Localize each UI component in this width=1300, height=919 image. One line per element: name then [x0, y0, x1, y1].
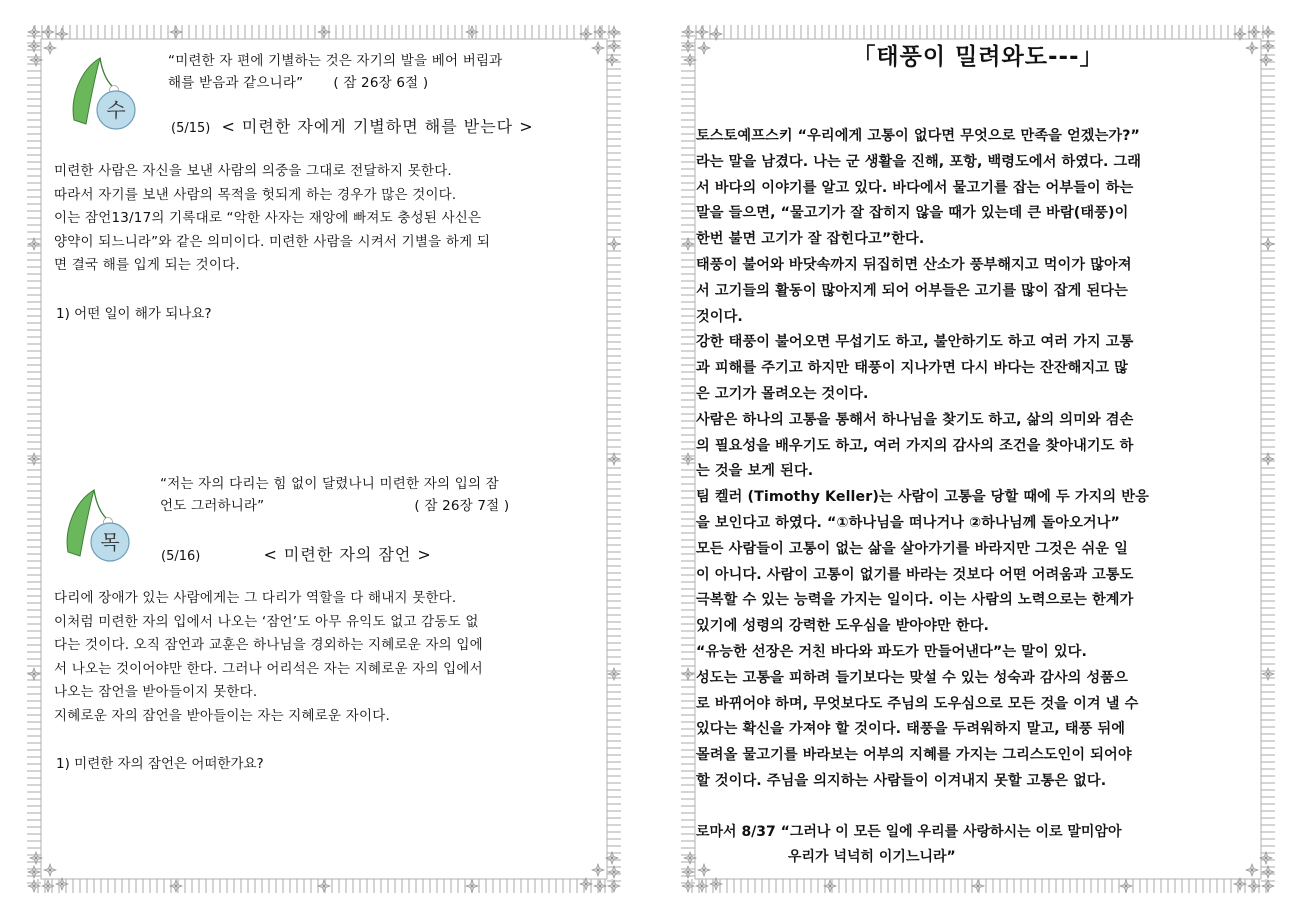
date-label: (5/16)	[161, 549, 201, 564]
right-page	[680, 24, 1276, 894]
section-body: 다리에 장애가 있는 사람에게는 그 다리가 역할을 다 해내지 못한다. 이처럼 미련한 자의 입에서 나오는 ‘잠언’도 아무 유익도 없고 감동도 없 다는 것이다. 오직 잠언과 교훈은 하나님을 경외하는 지혜로운 자의 입에 서 나오는 것이어야만 한다. 그러나 어리석은 자는 지혜로운 자의 입에서 나오는 잠언을 받아들이지 못한다. 지혜로운 자의 잠언을 받아들이는 자는 지혜로운 자이다.	[54, 590, 483, 724]
section-headline: < 미련한 자의 잠언 >	[263, 545, 432, 564]
wednesday-lily-icon	[66, 50, 146, 136]
page-title: 「태풍이 밀려와도---」	[852, 44, 1104, 70]
closing-verse: 로마서 8/37 “그러나 이 모든 일에 우리를 사랑하시는 이로 말미암아 우리가 넉넉히 이기느니라”	[696, 824, 1122, 865]
essay-body: 토스토예프스키 “우리에게 고통이 없다면 무엇으로 만족을 얻겠는가?” 라는 말을 남겼다. 나는 군 생활을 진해, 포항, 백령도에서 하였다. 그래 서 바다의 이야기를 알고 있다. 바다에서 물고기를 잡는 어부들이 하는 말을 들으면, “물고기가 잘 잡히지 않을 때가 있는데 큰 바람(태풍)이 한번 불면 고기가 잘 잡힌다고”한다. 태풍이 불어와 바닷속까지 뒤집히면 산소가 풍부해지고 먹이가 많아져 서 고기들의 활동이 많아지게 되어 어부들은 고기를 많이 잡게 된다는 것이다. 강한 태풍이 불어오면 무섭기도 하고, 불안하기도 하고 여러 가지 고통 과 피해를 주기고 하지만 태풍이 지나가면 다시 바다는 잔잔해지고 많 은 고기가 몰려오는 것이다. 사람은 하나의 고통을 통해서 하나님을 찾기도 하고, 삶의 의미와 겸손 의 필요성을 배우기도 하고, 여러 가지의 감사의 조건을 찾아내기도 하 는 것을 보게 된다. 팀 켈러 (Timothy Keller)는 사람이 고통을 당할 때에 두 가지의 반응 을 보인다고 하였다. “①하나님을 떠나거나 ②하나님께 돌아오거나” 모든 사람들이 고통이 없는 삶을 살아가기를 바라지만 그것은 쉬운 일 이 아니다. 사람이 고통이 없기를 바라는 것보다 어떤 어려움과 고통도 극복할 수 있는 능력을 가지는 일이다. 이는 사람의 노력으로는 한계가 있기에 성령의 강력한 도우심을 받아야만 한다. “유능한 선장은 거친 바다와 파도가 만들어낸다”는 말이 있다. 성도는 고통을 피하려 들기보다는 맞설 수 있는 성숙과 감사의 성품으 로 바뀌어야 하며, 무엇보다도 주님의 도우심으로 모든 것을 이겨 낼 수 있다는 확신을 가져야 할 것이다. 태풍을 두려워하지 말고, 태풍 뒤에 몰려올 물고기를 바라보는 어부의 지혜를 가지는 그리스도인이 되어야 할 것이다. 주님을 의지하는 사람들이 이겨내지 못할 고통은 없다.	[696, 128, 1149, 789]
section-header	[171, 114, 534, 137]
svg-text:수: 수	[106, 98, 126, 122]
scripture-quote: “미련한 자 편에 기별하는 것은 자기의 발을 베어 버림과 해를 받음과 같으니라” ( 잠 26장 6절 )	[168, 53, 503, 91]
thursday-lily-icon	[60, 482, 140, 568]
left-page	[26, 24, 622, 894]
scripture-quote: “저는 자의 다리는 힘 없이 달렸나니 미련한 자의 입의 잠 언도 그러하니라” ( 잠 26장 7절 )	[160, 476, 510, 514]
question: 1) 어떤 일이 해가 되나요?	[56, 306, 212, 322]
date-label: (5/15)	[171, 121, 211, 136]
section-body: 미련한 사람은 자신을 보낸 사람의 의중을 그대로 전달하지 못한다. 따라서 자기를 보낸 사람의 목적을 헛되게 하는 경우가 많은 것이다. 이는 잠언13/17의 기록대로 “악한 사자는 재앙에 빠져도 충성된 사신은 양약이 되느니라”와 같은 의미이다. 미련한 사람을 시켜서 기별을 하게 되 면 결국 해를 입게 되는 것이다.	[54, 163, 491, 273]
svg-text:목: 목	[100, 530, 120, 554]
section-header	[161, 542, 432, 565]
question: 1) 미련한 자의 잠언은 어떠한가요?	[56, 756, 264, 772]
section-headline: < 미련한 자에게 기별하면 해를 받는다 >	[221, 117, 534, 136]
